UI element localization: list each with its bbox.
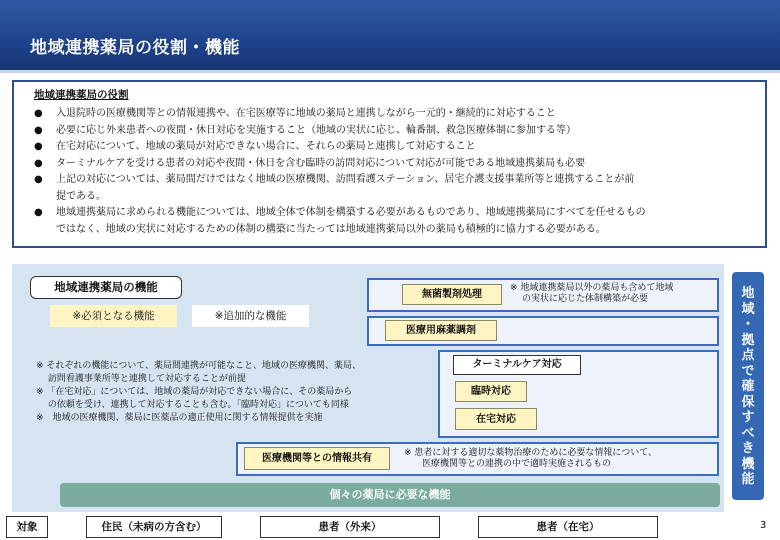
sterile-note-line: の実状に応じた体制構築が必要 xyxy=(522,294,649,304)
side-banner-char: 点 xyxy=(741,348,755,363)
side-banner-char: 拠 xyxy=(741,332,755,348)
required-legend: ※必須となる機能 xyxy=(50,305,177,327)
page-title: 地域連携薬局の役割・機能 xyxy=(30,38,240,58)
side-banner xyxy=(732,272,764,500)
role-item-line: ではなく、地域の実状に対応するための体制の構築に当たっては地域連携薬局以外の薬局も積極的に協力する必要がある。 xyxy=(56,223,606,235)
note-line: の依頼を受け、連携して対応することも含む。「臨時対応」についても同様 xyxy=(36,400,349,410)
side-banner-char: き xyxy=(741,441,755,456)
side-banner-char: 能 xyxy=(741,472,755,487)
medical-narcotics-dispensing: 医療用麻薬調剤 xyxy=(385,320,497,341)
bullet-icon: ● xyxy=(34,124,43,136)
sterile-note-line: ※ 地域連携薬局以外の薬局も含めて地域 xyxy=(510,283,674,293)
target-home-patient: 患者（在宅） xyxy=(478,516,658,538)
bullet-icon: ● xyxy=(34,157,43,169)
role-title: 地域連携薬局の役割 xyxy=(34,89,129,101)
additional-legend: ※追加的な機能 xyxy=(192,305,309,327)
role-item-line: 入退院時の医療機関等との情報連携や、在宅医療等に地域の薬局と連携しながら一元的・継続的に対応すること xyxy=(56,108,556,119)
side-banner-char: べ xyxy=(741,425,755,441)
target-resident: 住民（未病の方含む） xyxy=(86,516,222,538)
bullet-icon: ● xyxy=(34,141,43,152)
note-line: ※ 「在宅対応」については、地域の薬局が対応できない場合に、その薬局から xyxy=(36,387,353,397)
role-item-line: 提である。 xyxy=(56,190,106,202)
side-banner-text xyxy=(732,286,764,488)
note-line: ※ それぞれの機能について、薬局間連携が可能なこと、地域の医療機関、薬局、 xyxy=(36,361,362,371)
bullet-icon: ● xyxy=(34,174,43,185)
target-outpatient: 患者（外来） xyxy=(260,516,440,538)
side-banner-char: 域 xyxy=(741,301,755,317)
side-banner-char: 機 xyxy=(741,456,755,472)
role-list xyxy=(26,106,756,238)
role-item xyxy=(26,156,756,173)
header-divider xyxy=(0,70,780,73)
role-box xyxy=(12,80,767,248)
side-banner-char: で xyxy=(741,363,755,379)
bullet-icon: ● xyxy=(34,108,43,119)
side-banner-char: す xyxy=(741,410,755,425)
functions-title: 地域連携薬局の機能 xyxy=(30,276,182,299)
role-item-line: ターミナルケアを受ける患者の対応や夜間・休日を含む臨時の訪問対応について対応が可能である地域連携薬局も必要 xyxy=(56,157,586,169)
note-line: ※ 地域の医療機関、薬局に医薬品の適正使用に関する情報提供を実施 xyxy=(36,413,323,423)
side-banner-char: 地 xyxy=(741,286,755,301)
note-line: 訪問看護事業所等と連携して対応することが前提 xyxy=(36,374,246,384)
role-item xyxy=(26,139,756,156)
role-item xyxy=(26,106,756,123)
temporary-response: 臨時対応 xyxy=(455,381,527,402)
info-sharing-note xyxy=(404,448,657,470)
side-banner-char: 保 xyxy=(741,394,755,410)
role-item xyxy=(26,123,756,140)
sterile-note xyxy=(510,283,673,305)
role-item xyxy=(26,172,756,205)
role-item-line: 必要に応じ外来患者への夜間・休日対応を実施すること（地域の実状に応じ、輪番制、救急医療体制に参加する等） xyxy=(56,124,576,136)
function-notes xyxy=(36,360,436,425)
individual-pharmacy-functions-bar: 個々の薬局に必要な機能 xyxy=(60,483,720,507)
bullet-icon: ● xyxy=(34,207,43,218)
info-sharing-with-medical-institutions: 医療機関等との情報共有 xyxy=(244,447,390,470)
side-banner-char: 確 xyxy=(741,379,755,394)
target-label: 対象 xyxy=(6,516,48,538)
sterile-processing: 無菌製剤処理 xyxy=(402,284,502,305)
info-note-line: ※ 患者に対する適切な薬物治療のために必要な情報について、 xyxy=(404,448,658,458)
terminal-care: ターミナルケア対応 xyxy=(453,355,581,375)
home-response: 在宅対応 xyxy=(455,408,537,430)
role-item-line: 地域連携薬局に求められる機能については、地域全体で体制を構築する必要があるものであり、地域連携薬局にすべてを任せるもの xyxy=(56,207,646,218)
info-note-line: 医療機関等との連携の中で適時実施されるもの xyxy=(422,459,612,469)
role-item-line: 上記の対応については、薬局間だけではなく地域の医療機関、訪問看護ステーション、居宅介護支援事業所等と連携することが前 xyxy=(56,174,635,185)
page-number: 3 xyxy=(760,520,767,531)
role-item-line: 在宅対応について、地域の薬局が対応できない場合に、それらの薬局と連携して対応すること xyxy=(56,141,476,152)
header-bar xyxy=(0,0,780,70)
side-banner-char: ・ xyxy=(741,317,755,332)
role-item xyxy=(26,205,756,238)
